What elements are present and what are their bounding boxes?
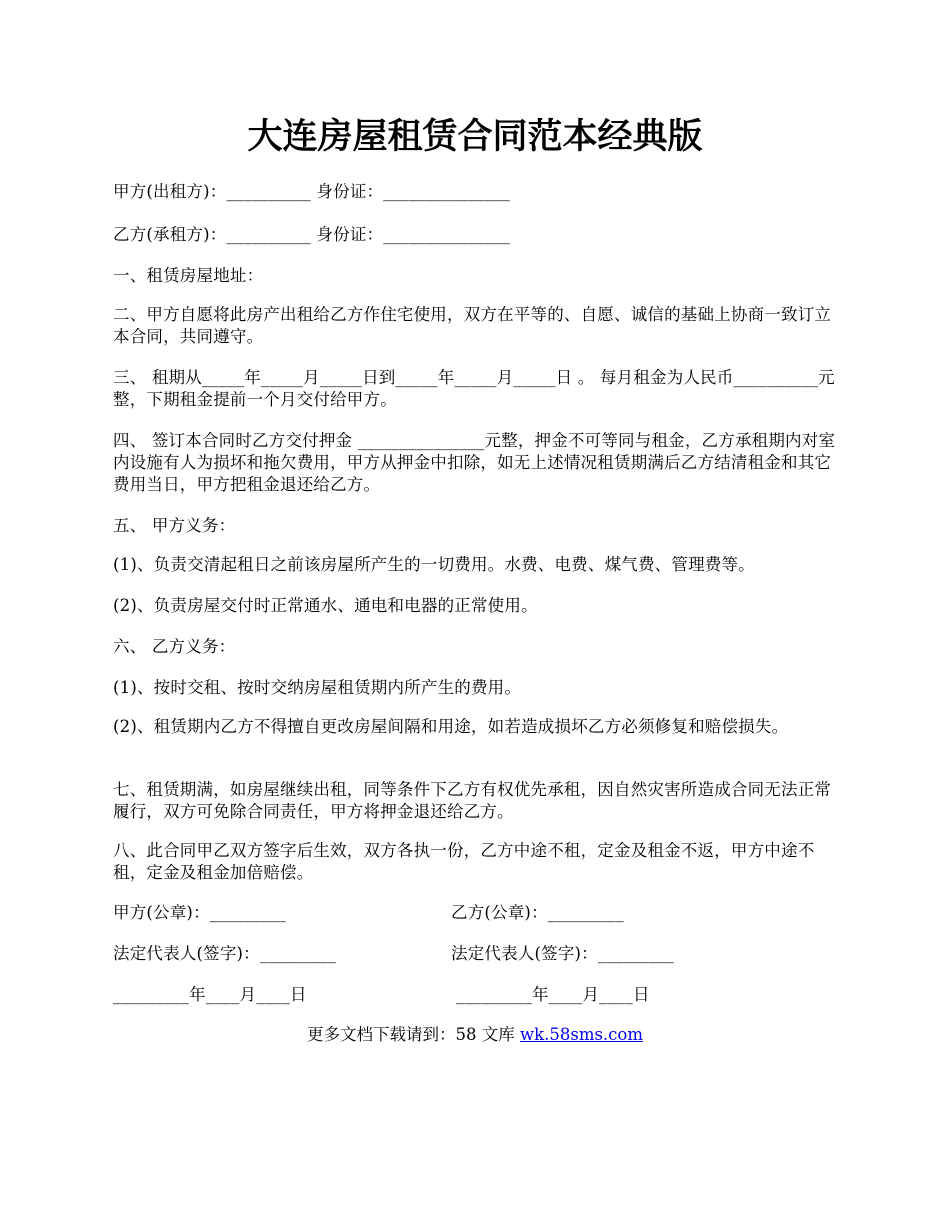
party-a-date: _________年____月____日 <box>113 985 307 1004</box>
clause-2: 二、甲方自愿将此房产出租给乙方作住宅使用，双方在平等的、自愿、诚信的基础上协商一致订立本合同，共同遵守。 <box>113 305 832 346</box>
party-b-seal: 乙方(公章)：_________ <box>451 903 624 922</box>
clause-5-item-2: (2)、负责房屋交付时正常通水、通电和电器的正常使用。 <box>113 596 538 615</box>
clause-6-item-2: (2)、租赁期内乙方不得擅自更改房屋间隔和用途，如若造成损坏乙方必须修复和赔偿损失。 <box>113 717 789 736</box>
clause-8: 八、此合同甲乙双方签字后生效，双方各执一份，乙方中途不租，定金及租金不返，甲方中途不租，定金及租金加倍赔偿。 <box>113 841 815 882</box>
footer-text: 更多文档下载请到：58 文库 <box>306 1025 520 1044</box>
clause-4: 四、 签订本合同时乙方交付押金 _______________元整，押金不可等同与租金，乙方承租期内对室内设施有人为损坏和拖欠费用，甲方从押金中扣除，如无上述情况租赁期满后乙方结清租金和其它费用当日，甲方把租金退还给乙方。 <box>113 431 836 494</box>
clause-3: 三、 租期从_____年_____月_____日到_____年_____月_____日 。 每月租金为人民币__________元整，下期租金提前一个月交付给甲方。 <box>113 368 835 409</box>
document-title: 大连房屋租赁合同范本经典版 <box>247 116 703 157</box>
clause-6-heading: 六、 乙方义务： <box>113 637 236 656</box>
clause-5-item-1: (1)、负责交清起租日之前该房屋所产生的一切费用。水费、电费、煤气费、管理费等。 <box>113 555 755 574</box>
clause-1: 一、租赁房屋地址： <box>113 266 264 285</box>
party-a-line: 甲方(出租方)：__________ 身份证：_______________ <box>113 182 510 201</box>
party-b-representative: 法定代表人(签字)：_________ <box>451 944 674 963</box>
party-a-seal: 甲方(公章)：_________ <box>113 903 286 922</box>
clause-6-item-1: (1)、按时交租、按时交纳房屋租赁期内所产生的费用。 <box>113 678 522 697</box>
footer <box>0 1024 950 1046</box>
footer-link[interactable]: wk.58sms.com <box>519 1025 643 1044</box>
party-b-date: _________年____月____日 <box>456 985 650 1004</box>
party-a-representative: 法定代表人(签字)：_________ <box>113 944 336 963</box>
party-b-line: 乙方(承租方)：__________ 身份证：_______________ <box>113 225 510 244</box>
clause-5-heading: 五、 甲方义务： <box>113 516 236 535</box>
clause-7: 七、租赁期满，如房屋继续出租，同等条件下乙方有权优先承租，因自然灾害所造成合同无法正常履行，双方可免除合同责任，甲方将押金退还给乙方。 <box>113 780 832 821</box>
